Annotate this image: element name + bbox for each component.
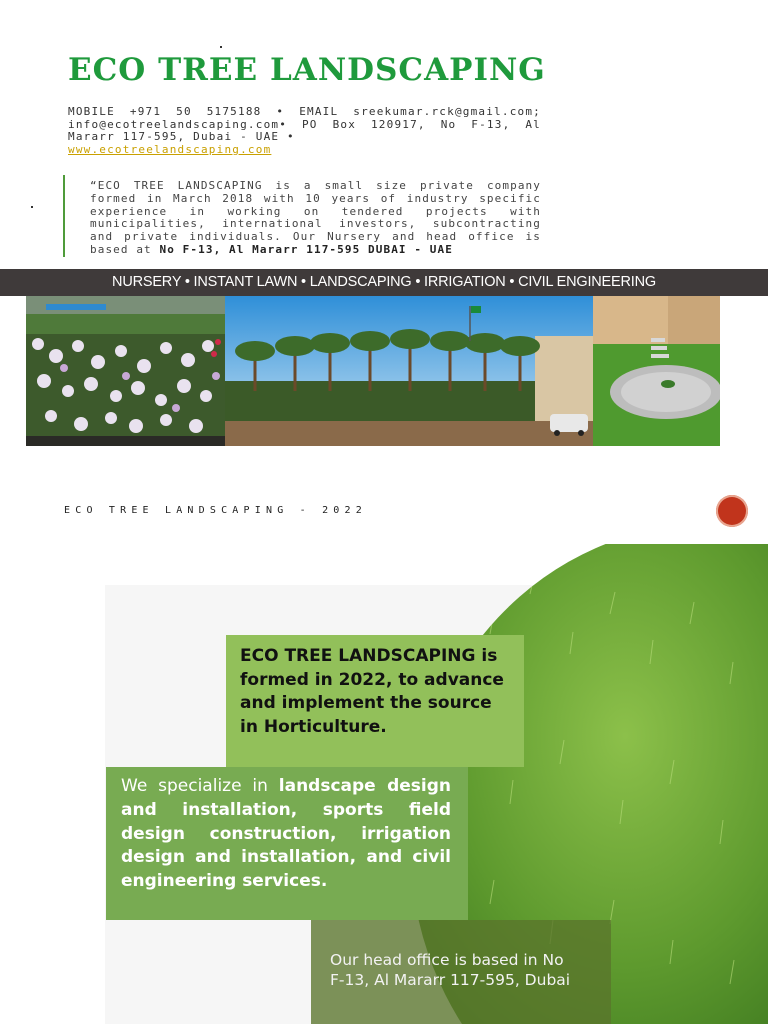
company-title: ECO TREE LANDSCAPING: [68, 52, 546, 88]
nursery-photo: [26, 296, 225, 446]
palm-wall-photo: [225, 296, 593, 446]
specialize-lead: We specialize in: [121, 776, 279, 796]
contact-details: MOBILE +971 50 5175188 • EMAIL sreekumar.rck@gmail.com; info@ecotreelandscaping.com• PO Box 120917, No F-13, Al Mararr 117-595, Dubai - UAE •: [68, 105, 541, 143]
lawn-path-photo: [593, 296, 720, 446]
intro-text: ECO TREE LANDSCAPING is formed in 2022, to advance and implement the source in Horticulture.: [240, 646, 504, 737]
decorative-dot: [220, 46, 222, 48]
contact-info: [68, 106, 541, 156]
about-intro: “ECO TREE LANDSCAPING is a small size private company formed in March 2018 with 10 years of industry specific experience in working on tendered projects with municipalities, international investors, subcontracting and private individuals. Our Nursery and head office is based at: [90, 179, 541, 256]
website-link[interactable]: www.ecotreelandscaping.com: [68, 142, 272, 156]
head-office-text: Our head office is based in No F-13, Al Mararr 117-595, Dubai: [330, 951, 571, 989]
specialize-services: landscape design and installation, sports field design construction, irrigation design and installation, and civil engineering services.: [121, 776, 451, 892]
about-paragraph: [90, 180, 541, 257]
quote-bar: [63, 175, 65, 257]
footer-title: ECO TREE LANDSCAPING - 2022: [64, 505, 367, 516]
badge-icon: [716, 495, 748, 527]
specialize-text: [121, 775, 451, 894]
services-list: NURSERY • INSTANT LAWN • LANDSCAPING • IRRIGATION • CIVIL ENGINEERING: [112, 274, 656, 290]
decorative-dot: [31, 206, 33, 208]
about-address: No F-13, Al Mararr 117-595 DUBAI - UAE: [159, 242, 453, 256]
